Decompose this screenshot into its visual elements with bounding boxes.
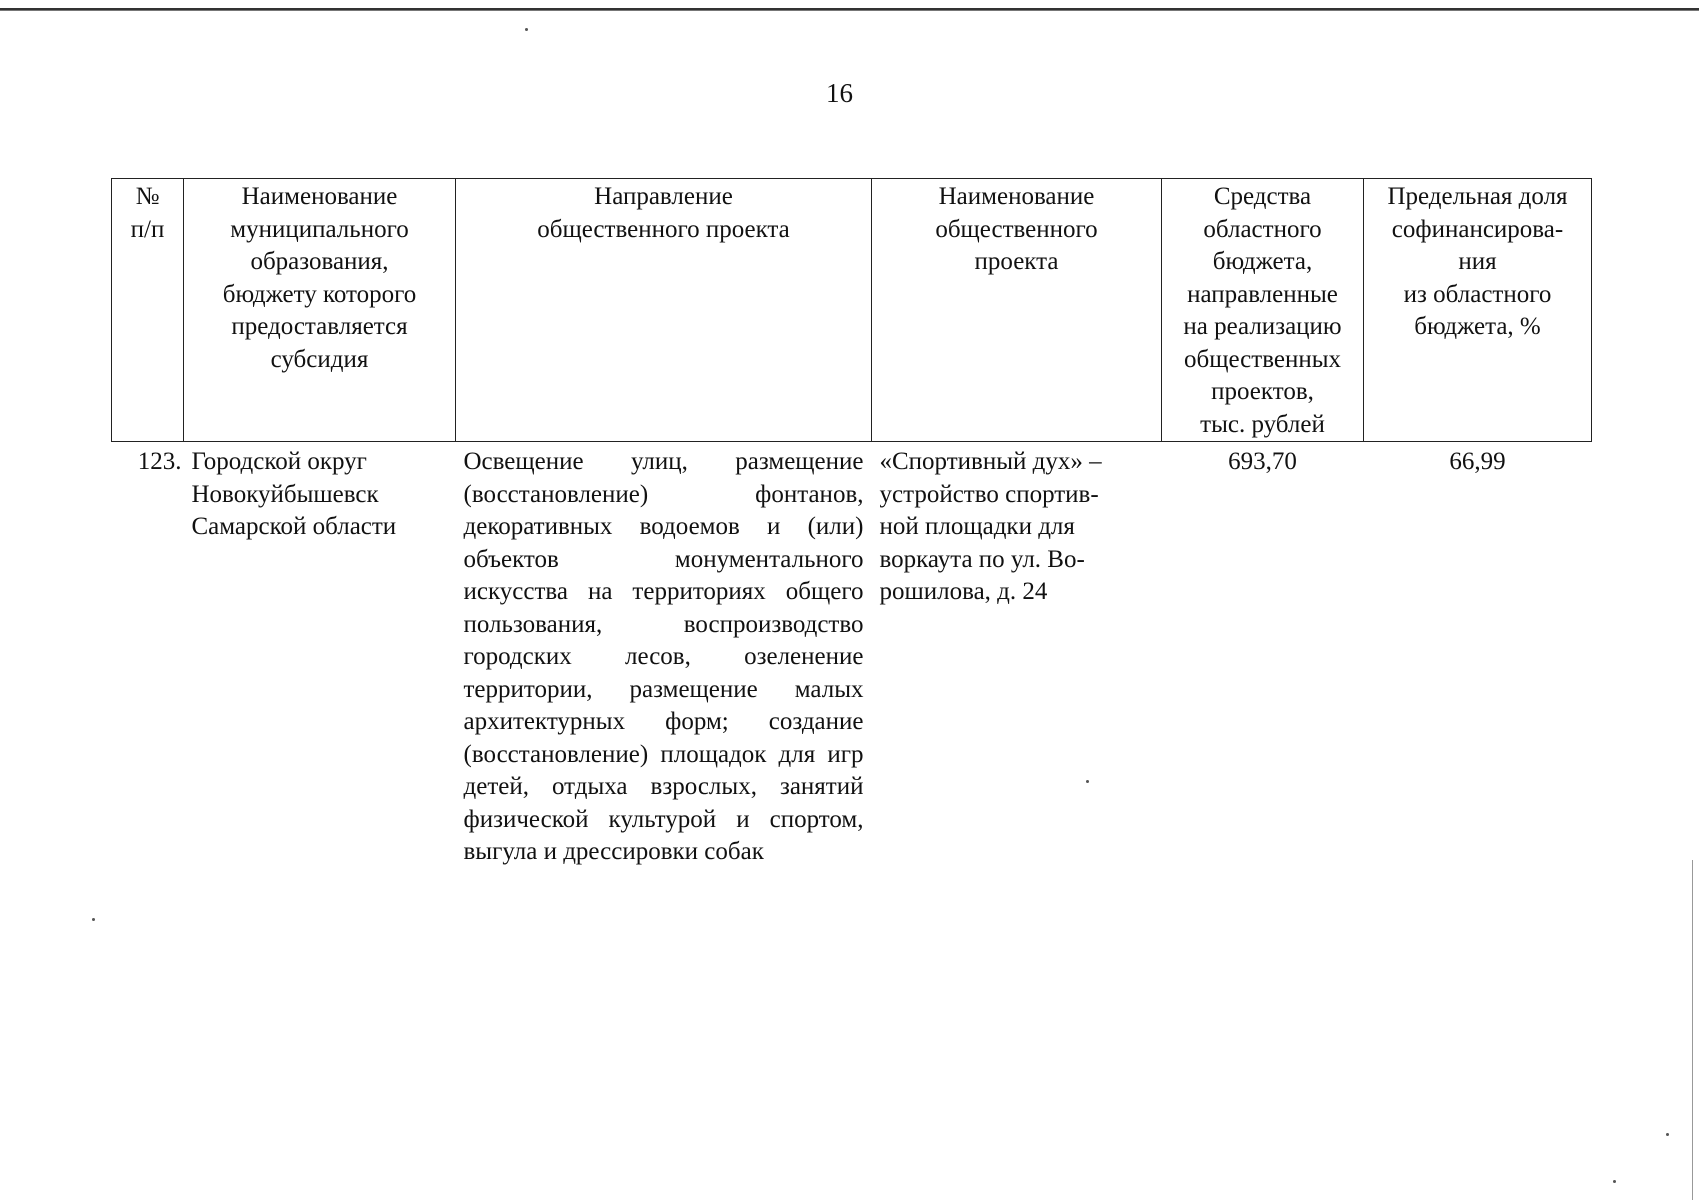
page-number: 16 [826, 78, 853, 108]
scan-edge-line [1692, 860, 1693, 1200]
scan-speck [525, 28, 528, 31]
row-municipality [184, 442, 456, 869]
top-border-line [0, 8, 1699, 11]
header-number-label: № п/п [130, 183, 165, 243]
header-funds [1162, 179, 1364, 442]
row-share: 66,99 [1449, 448, 1506, 475]
header-direction-label: Направление общественного проекта [537, 183, 790, 243]
header-municipality [184, 179, 456, 442]
header-project-name-label: Наименование общественного проекта [935, 183, 1098, 275]
header-share [1364, 179, 1592, 442]
row-funds: 693,70 [1228, 448, 1297, 475]
header-municipality-label: Наименование муниципального образования, бюджету которого предоставляется субсидия [222, 183, 417, 373]
row-project-name [872, 442, 1162, 869]
scan-speck [1666, 1133, 1669, 1136]
header-funds-label: Средства областного бюджета, направленные на реализацию общественных проектов, тыс. рублей [1183, 183, 1342, 438]
header-row [112, 179, 1592, 442]
table-body [112, 442, 1592, 869]
row-number: 123. [137, 448, 182, 475]
scan-speck [1086, 780, 1089, 783]
header-number [112, 179, 184, 442]
header-project-name [872, 179, 1162, 442]
header-direction [456, 179, 872, 442]
header-share-label: Предельная доля софинансирова- ния из областного бюджета, % [1387, 183, 1568, 340]
subsidy-table [111, 178, 1592, 869]
scan-speck [1613, 1180, 1616, 1183]
row-project-name-text: «Спортивный дух» – устройство спортив- ной площадки для воркаута по ул. Во- рошилова, д. 24 [879, 448, 1102, 605]
table-header [112, 179, 1592, 442]
scan-speck [92, 918, 95, 921]
table-row [112, 442, 1592, 869]
row-municipality-text: Городской округ Новокуйбышевск Самарской области [191, 448, 397, 540]
row-direction: Освещение улиц, размещение (восстановление) фонтанов, декоративных водоемов и (или) объектов монументального искусства на территориях общего пользования, воспроизводство городских лесов, озеленение территории, размещение малых архитектурных форм; создание (восстановление) площадок для игр детей, отдыха взрослых, занятий физической культурой и спортом, выгула и дрессировки собак [463, 448, 864, 865]
